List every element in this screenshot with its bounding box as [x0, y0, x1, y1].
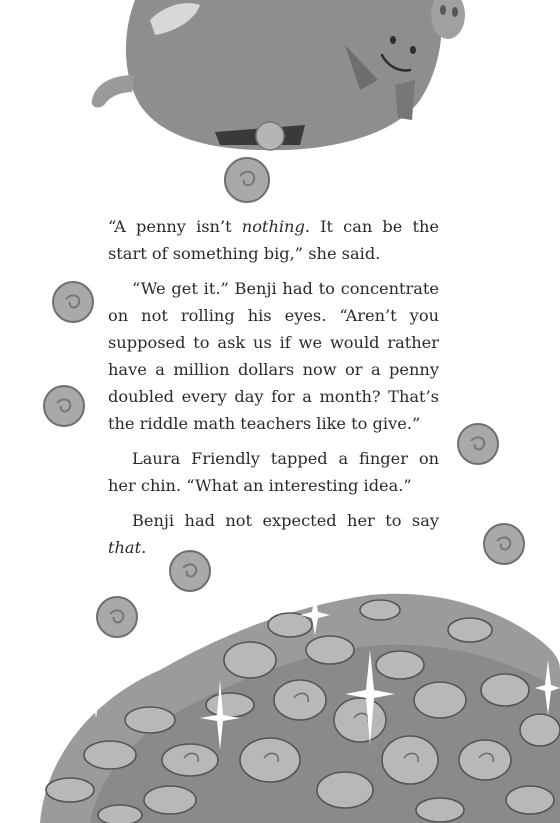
- paragraph-4-part: Benji had not expected her to say: [132, 511, 439, 530]
- penny-coin: [484, 524, 524, 564]
- paragraph-2: “We get it.” Benji had to concentrate on not rolling his eyes. “Aren’t you supposed to ask us if we would rather have a million dollars now or a penny doubled every day for a month? That’s the riddle math teachers like to give.”: [108, 279, 439, 433]
- paragraph-4-part: .: [141, 538, 147, 557]
- piggy-bank-illustration: [92, 0, 465, 150]
- story-text: [108, 213, 439, 569]
- penny-coin: [53, 282, 93, 322]
- paragraph-1-part: “A penny isn’t: [108, 217, 242, 236]
- penny-coin: [458, 424, 498, 464]
- emphasis-word: that: [108, 538, 142, 557]
- paragraph-1: [108, 213, 439, 267]
- paragraph-4: [108, 507, 439, 561]
- penny-coin: [44, 386, 84, 426]
- emphasis-word: nothing: [241, 217, 305, 236]
- paragraph-3: Laura Friendly tapped a finger on her chin. “What an interesting idea.”: [108, 449, 439, 495]
- penny-coin: [97, 597, 137, 637]
- penny-coin: [225, 158, 269, 202]
- paragraph-1-part: . It can be the start of something big,” she said.: [108, 217, 439, 263]
